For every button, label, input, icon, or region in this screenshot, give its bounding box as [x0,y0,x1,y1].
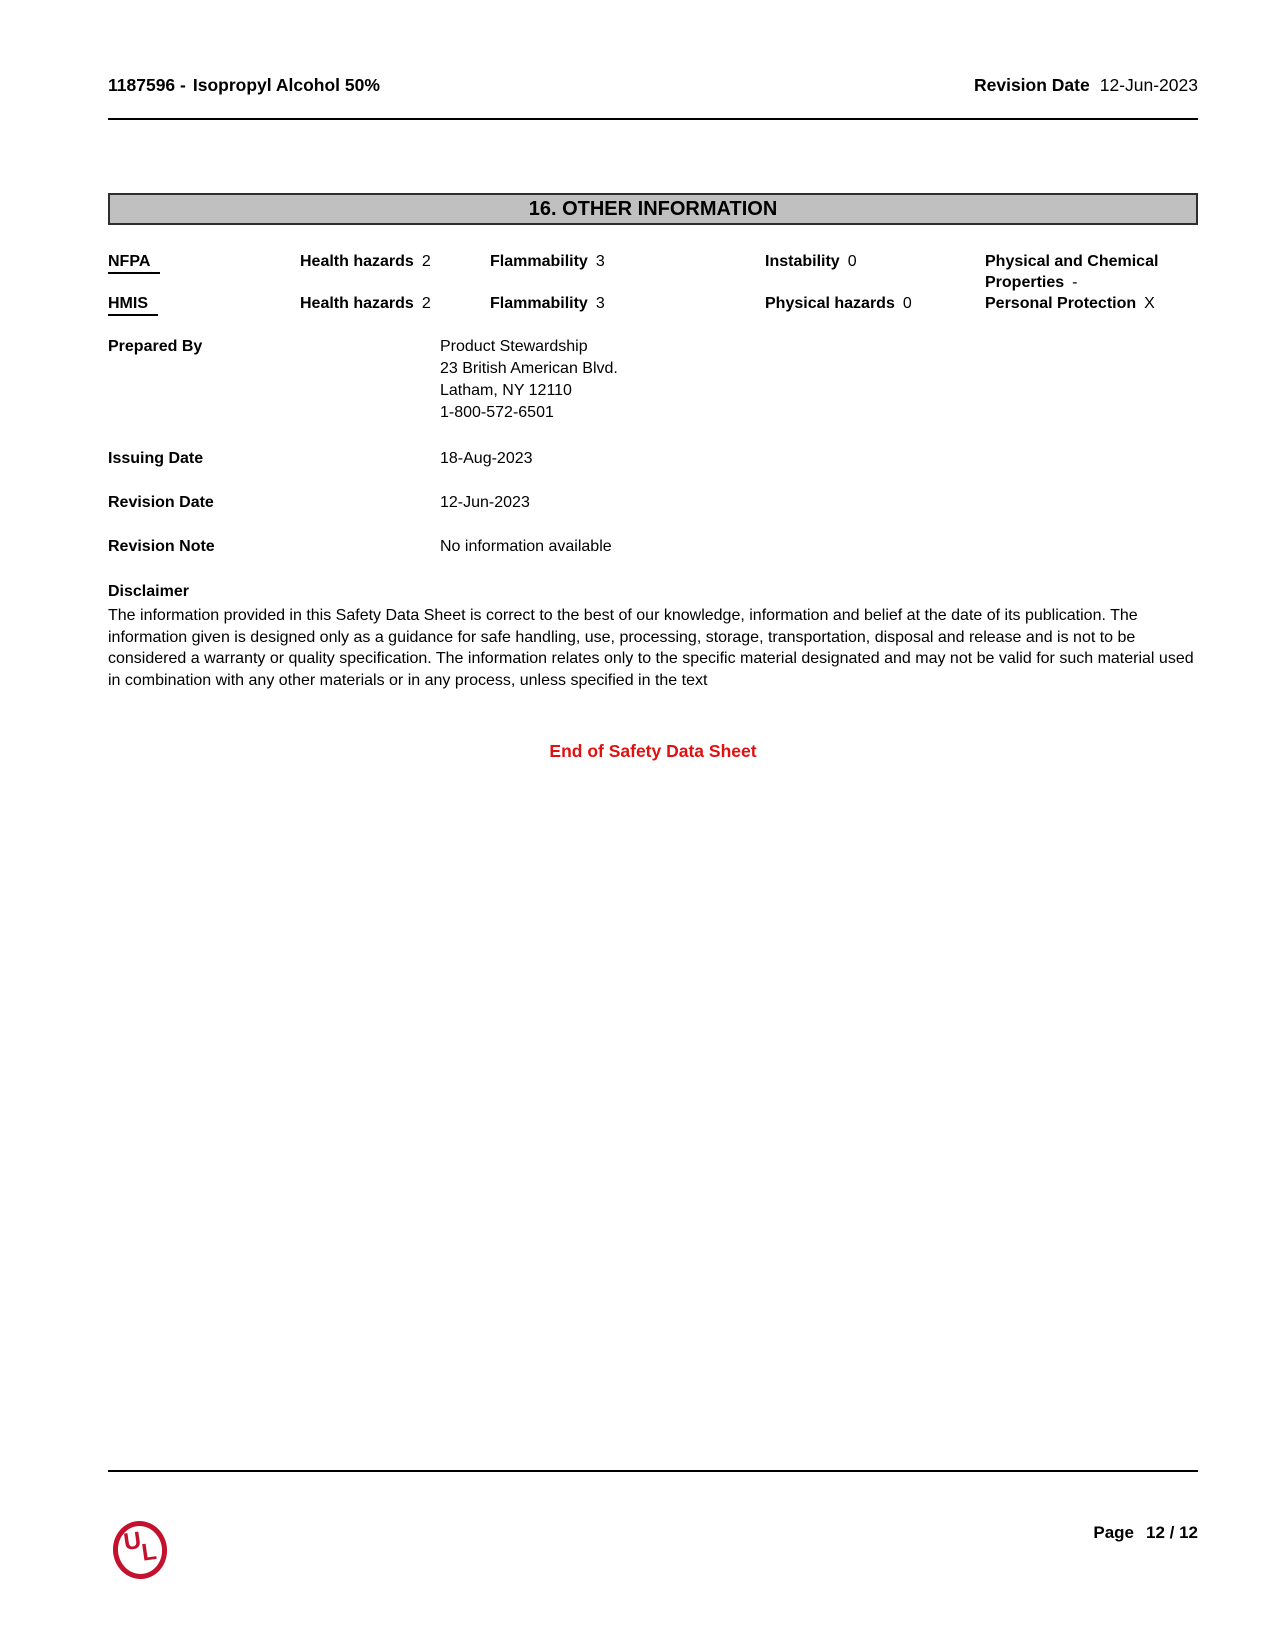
revision-date-row-label: Revision Date [108,494,214,511]
hmis-personal-protection: Personal Protection X [985,295,1155,312]
prepared-by-street: 23 British American Blvd. [440,360,618,377]
page-number [108,1523,1198,1543]
nfpa-instability: Instability 0 [765,253,857,270]
revision-date-row-value: 12-Jun-2023 [440,494,530,511]
end-of-sds-note: End of Safety Data Sheet [549,741,757,761]
page-value: 12 / 12 [1146,1523,1198,1542]
header-revision-date [974,75,1198,96]
prepared-by-address [440,336,618,424]
hmis-row-label: HMIS [108,293,300,316]
prepared-by-city: Latham, NY 12110 [440,382,572,399]
disclaimer-heading: Disclaimer [108,583,189,600]
revision-note-label: Revision Note [108,538,215,555]
document-title [108,75,380,96]
revision-note-value: No information available [440,538,612,555]
revision-date-value: 12-Jun-2023 [1099,75,1198,95]
section-title: 16. OTHER INFORMATION [528,198,778,220]
document-number: 1187596 - [108,75,186,95]
disclaimer-text: The information provided in this Safety Data Sheet is correct to the best of our knowledge, information and belief at the date of its publication. The information given is designed only as a guidance for safe handling, use, processing, storage, transportation, disposal and release and is not to be considered a warranty or quality specification. The information relates only to the specific material designated and may not be valid for such material used in combination with any other materials or in any process, unless specified in the text [108,607,1194,689]
issuing-date-value: 18-Aug-2023 [440,450,533,467]
nfpa-flammability: Flammability 3 [490,253,605,270]
hmis-physical-hazards: Physical hazards 0 [765,295,912,312]
hmis-flammability: Flammability 3 [490,295,605,312]
product-name: Isopropyl Alcohol 50% [192,75,380,95]
revision-date-row [108,492,1198,514]
nfpa-physical-chemical-properties: Physical and Chemical Properties - [985,253,1159,291]
section-16-banner [108,193,1198,225]
ul-logo-letter-u: U [121,1526,143,1557]
prepared-by-phone: 1-800-572-6501 [440,404,554,421]
prepared-by-org: Product Stewardship [440,338,588,355]
nfpa-health-hazards: Health hazards 2 [300,253,431,270]
issuing-date-row [108,448,1198,470]
prepared-by-label: Prepared By [108,338,203,355]
ul-logo-letter-l: L [139,1537,159,1567]
footer-divider [108,1470,1198,1472]
page-label: Page [1093,1523,1134,1542]
issuing-date-label: Issuing Date [108,450,204,467]
nfpa-row-label: NFPA [108,251,300,293]
hazard-ratings-table [108,251,1198,316]
hmis-health-hazards: Health hazards 2 [300,295,431,312]
prepared-by-block [108,336,1198,424]
document-header [108,75,1198,96]
revision-note-row [108,536,1198,558]
revision-date-label: Revision Date [973,75,1090,95]
header-divider [108,118,1198,120]
